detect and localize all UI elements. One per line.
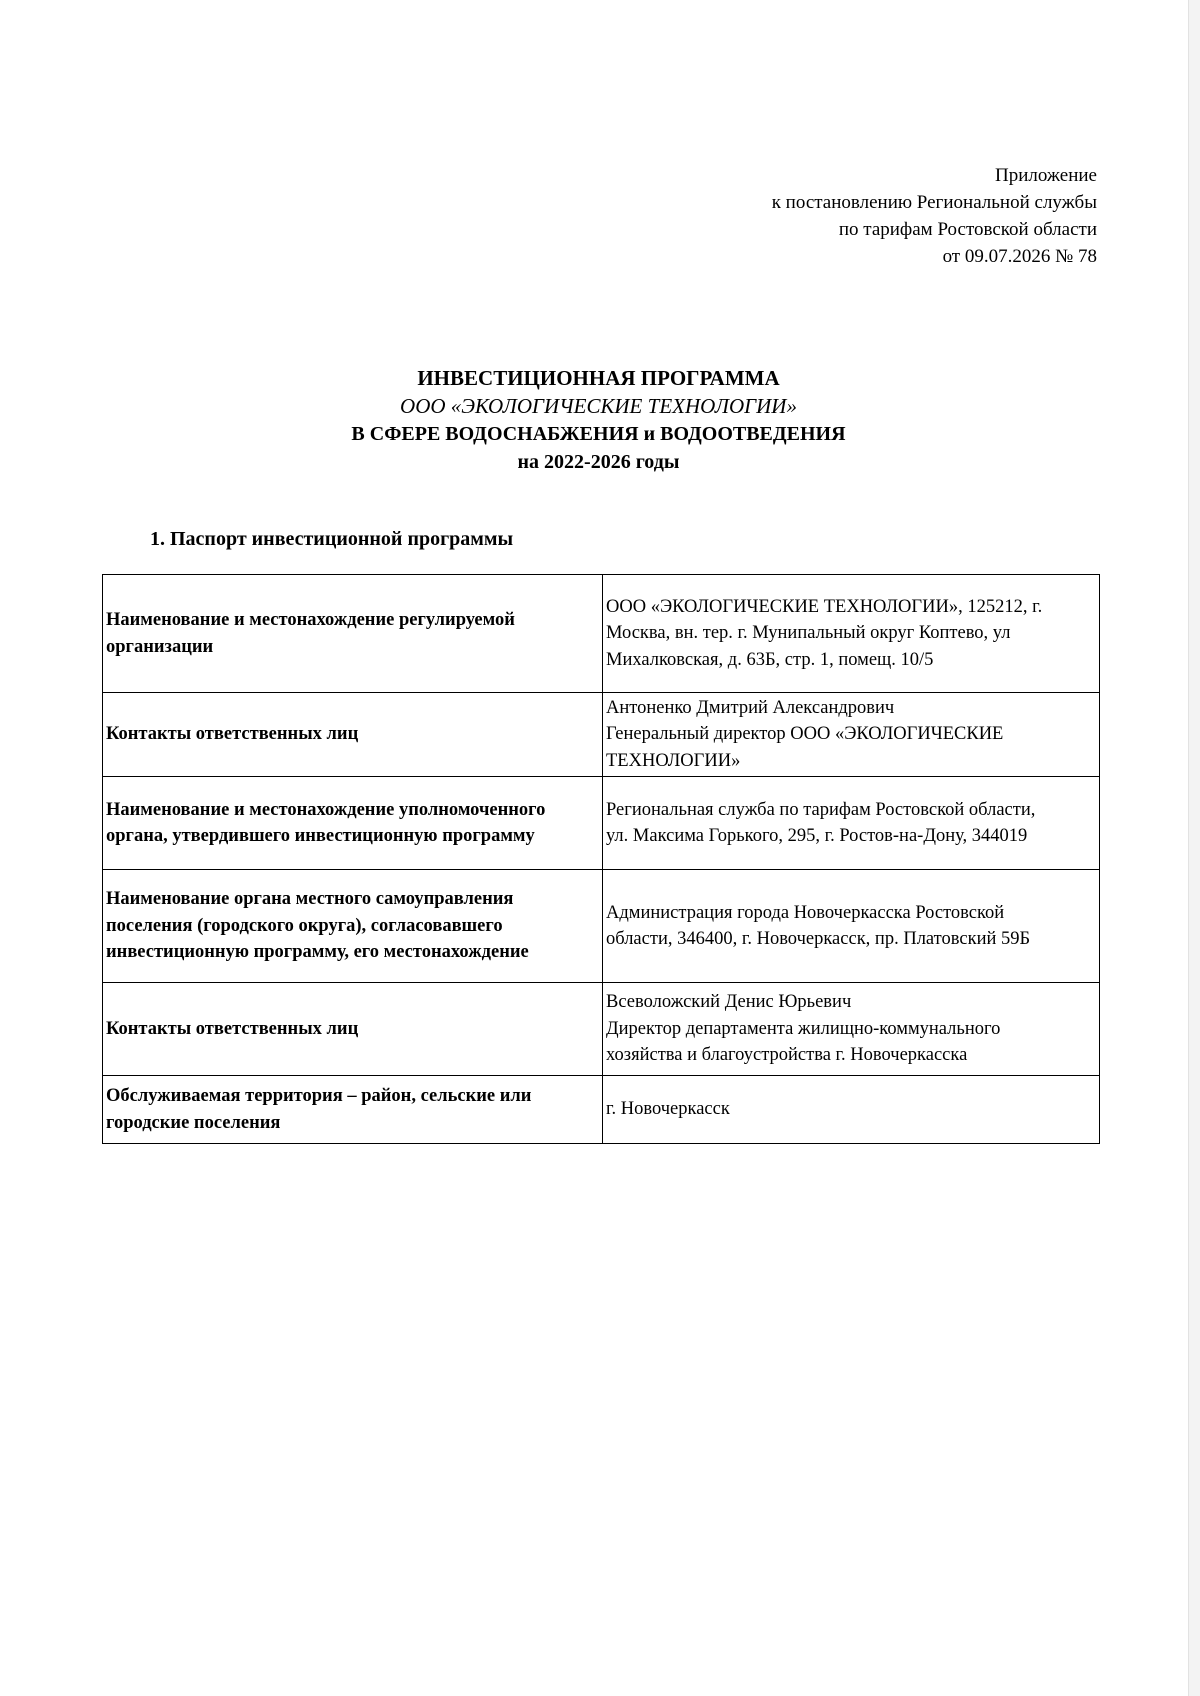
row-label: Контакты ответственных лиц (103, 983, 603, 1076)
row-value: г. Новочеркасск (603, 1076, 1100, 1144)
table-row (103, 693, 1100, 777)
page-edge (1188, 0, 1200, 1696)
row-value: Антоненко Дмитрий Александрович Генеральный директор ООО «ЭКОЛОГИЧЕСКИЕ ТЕХНОЛОГИИ» (603, 693, 1100, 777)
approval-line: к постановлению Региональной службы (771, 192, 1097, 213)
table-row (103, 983, 1100, 1076)
approval-stamp-text (600, 162, 1097, 270)
section-title: 1. Паспорт инвестиционной программы (150, 528, 514, 550)
approval-line: по тарифам Ростовской области (838, 219, 1097, 240)
document-title (100, 364, 1097, 476)
row-value: Администрация города Новочеркасска Ростовской области, 346400, г. Новочеркасск, пр. Платовский 59Б (603, 870, 1100, 983)
table-row (103, 777, 1100, 870)
row-label: Наименование и местонахождение уполномоченного органа, утвердившего инвестиционную программу (103, 777, 603, 870)
row-label: Контакты ответственных лиц (103, 693, 603, 777)
title-main: ИНВЕСТИЦИОННАЯ ПРОГРАММА (417, 366, 780, 390)
title-sphere: В СФЕРЕ ВОДОСНАБЖЕНИЯ и ВОДООТВЕДЕНИЯ (351, 423, 846, 445)
table-row (103, 575, 1100, 693)
row-label: Обслуживаемая территория – район, сельские или городские поселения (103, 1076, 603, 1144)
title-organization: ООО «ЭКОЛОГИЧЕСКИЕ ТЕХНОЛОГИИ» (400, 394, 797, 418)
passport-table (102, 574, 1100, 1144)
approval-line: от 09.07.2026 № 78 (942, 246, 1097, 267)
title-period: на 2022-2026 годы (517, 451, 680, 473)
row-value: Всеволожский Денис Юрьевич Директор департамента жилищно-коммунального хозяйства и благоустройства г. Новочеркасска (603, 983, 1100, 1076)
approval-line: Приложение (995, 165, 1097, 186)
row-label: Наименование органа местного самоуправления поселения (городского округа), согласовавшего инвестиционную программу, его местонахождение (103, 870, 603, 983)
row-label: Наименование и местонахождение регулируемой организации (103, 575, 603, 693)
table-row (103, 1076, 1100, 1144)
row-value: ООО «ЭКОЛОГИЧЕСКИЕ ТЕХНОЛОГИИ», 125212, г. Москва, вн. тер. г. Мунипальный округ Коптево, ул Михалковская, д. 63Б, стр. 1, помещ. 10/5 (603, 575, 1100, 693)
row-value: Региональная служба по тарифам Ростовской области, ул. Максима Горького, 295, г. Ростов-на-Дону, 344019 (603, 777, 1100, 870)
table-row (103, 870, 1100, 983)
